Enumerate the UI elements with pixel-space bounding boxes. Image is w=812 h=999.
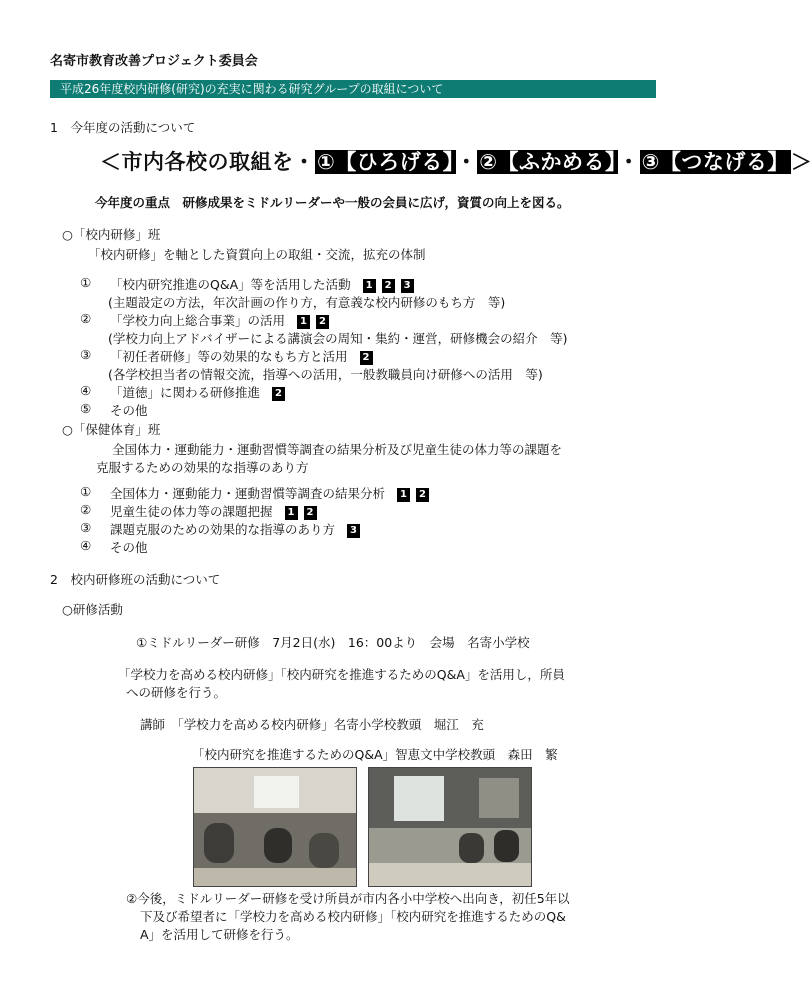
list-item-text: 「道徳」に関わる研修推進 [110,385,261,400]
slogan [100,146,812,176]
list-item-text: 「学校力向上総合事業」の活用 [110,313,286,328]
target-badge: 1 [363,279,376,293]
list-item-number: ③ [80,520,92,535]
list-item-text: 「校内研究推進のQ&A」等を活用した活動 [110,277,351,292]
target-badge: 1 [297,315,310,329]
group2-description-line2: 克服するための効果的な指導のあり方 [96,460,309,475]
list-item-text: 児童生徒の体力等の課題把握 [110,504,273,519]
target-badge: 2 [304,506,317,520]
section2-subheading: ○研修活動 [62,602,123,617]
list-item-detail: (各学校担当者の情報交流，指導への活用，一般教職員向け研修への活用 等) [108,367,543,382]
section2-heading: 2 校内研修班の活動について [50,572,221,587]
list-item [110,538,148,556]
group2-title: ○「保健体育」班 [62,422,161,437]
slogan-sep: ・ [455,150,478,174]
group1-title: ○「校内研修」班 [62,227,161,242]
list-item [110,502,320,520]
target-badge: 2 [360,351,373,365]
list-item-text: 全国体力・運動能力・運動習慣等調査の結果分析 [110,486,386,501]
slogan-connect: ③【つなげる】 [641,150,789,174]
lecturer-1: 講師 「学校力を高める校内研修」名寄小学校教頭 堀江 充 [140,717,484,732]
list-item-text: 「初任者研修」等の効果的なもち方と活用 [110,349,348,364]
list-item-number: ① [80,275,92,290]
event-line: ①ミドルリーダー研修 7月2日(水) 16：00より 会場 名寄小学校 [136,635,530,650]
list-item [110,484,432,502]
followup-line2: 下及び希望者に「学校力を高める校内研修」「校内研究を推進するためのQ& [140,909,566,924]
followup-line3: A」を活用して研修を行う。 [140,927,299,942]
slogan-spread: ①【ひろげる】 [317,150,454,174]
photo-training-2 [368,767,532,887]
slogan-sep: ・ [618,150,640,174]
event-description-line2: への研修を行う。 [126,685,227,700]
list-item-number: ⑤ [80,401,92,416]
list-item-detail: (学校力向上アドバイザーによる講演会の周知・集約・運営，研修機会の紹介 等) [108,331,568,346]
list-item [110,275,417,293]
list-item [110,311,332,329]
event-description-line1: 「学校力を高める校内研修」「校内研究を推進するためのQ&A」を活用し，所員 [118,667,565,682]
target-badge: 2 [316,315,329,329]
list-item [110,383,288,401]
target-badge: 2 [382,279,395,293]
list-item-text: その他 [110,403,148,418]
slogan-prefix: ＜市内各校の取組を・ [100,150,315,174]
list-item-number: ① [80,484,92,499]
list-item [110,347,376,365]
list-item-number: ③ [80,347,92,362]
list-item-number: ② [80,502,92,517]
target-badge: 3 [347,524,360,538]
list-item-number: ④ [80,538,92,553]
list-item-number: ④ [80,383,92,398]
slogan-deepen: ②【ふかめる】 [479,150,617,174]
list-item-number: ② [80,311,92,326]
photo-training-1 [193,767,357,887]
focus-statement: 今年度の重点 研修成果をミドルリーダーや一般の会員に広げ，資質の向上を図る。 [95,195,570,210]
target-badge: 2 [272,387,285,401]
organization-name: 名寄市教育改善プロジェクト委員会 [50,54,258,69]
list-item-detail: (主題設定の方法，年次計画の作り方，有意義な校内研修のもち方 等) [108,295,506,310]
target-badge: 2 [416,488,429,502]
followup-line1: ②今後，ミドルリーダー研修を受け所員が市内各小中学校へ出向き，初任5年以 [126,891,570,906]
group1-description: 「校内研修」を軸とした資質向上の取組・交流，拡充の体制 [88,247,426,262]
slogan-suffix: ＞ [790,150,812,174]
title-banner: 平成26年度校内研修(研究)の充実に関わる研究グループの取組について [50,80,656,98]
target-badge: 1 [397,488,410,502]
list-item-text: その他 [110,540,148,555]
group2-description-line1: 全国体力・運動能力・運動習慣等調査の結果分析及び児童生徒の体力等の課題を [112,442,563,457]
list-item [110,520,363,538]
lecturer-2: 「校内研究を推進するためのQ&A」智恵文中学校教頭 森田 繁 [192,747,558,762]
target-badge: 3 [401,279,414,293]
list-item-text: 課題克服のための効果的な指導のあり方 [110,522,336,537]
target-badge: 1 [285,506,298,520]
list-item [110,401,148,419]
section1-heading: 1 今年度の活動について [50,120,196,135]
